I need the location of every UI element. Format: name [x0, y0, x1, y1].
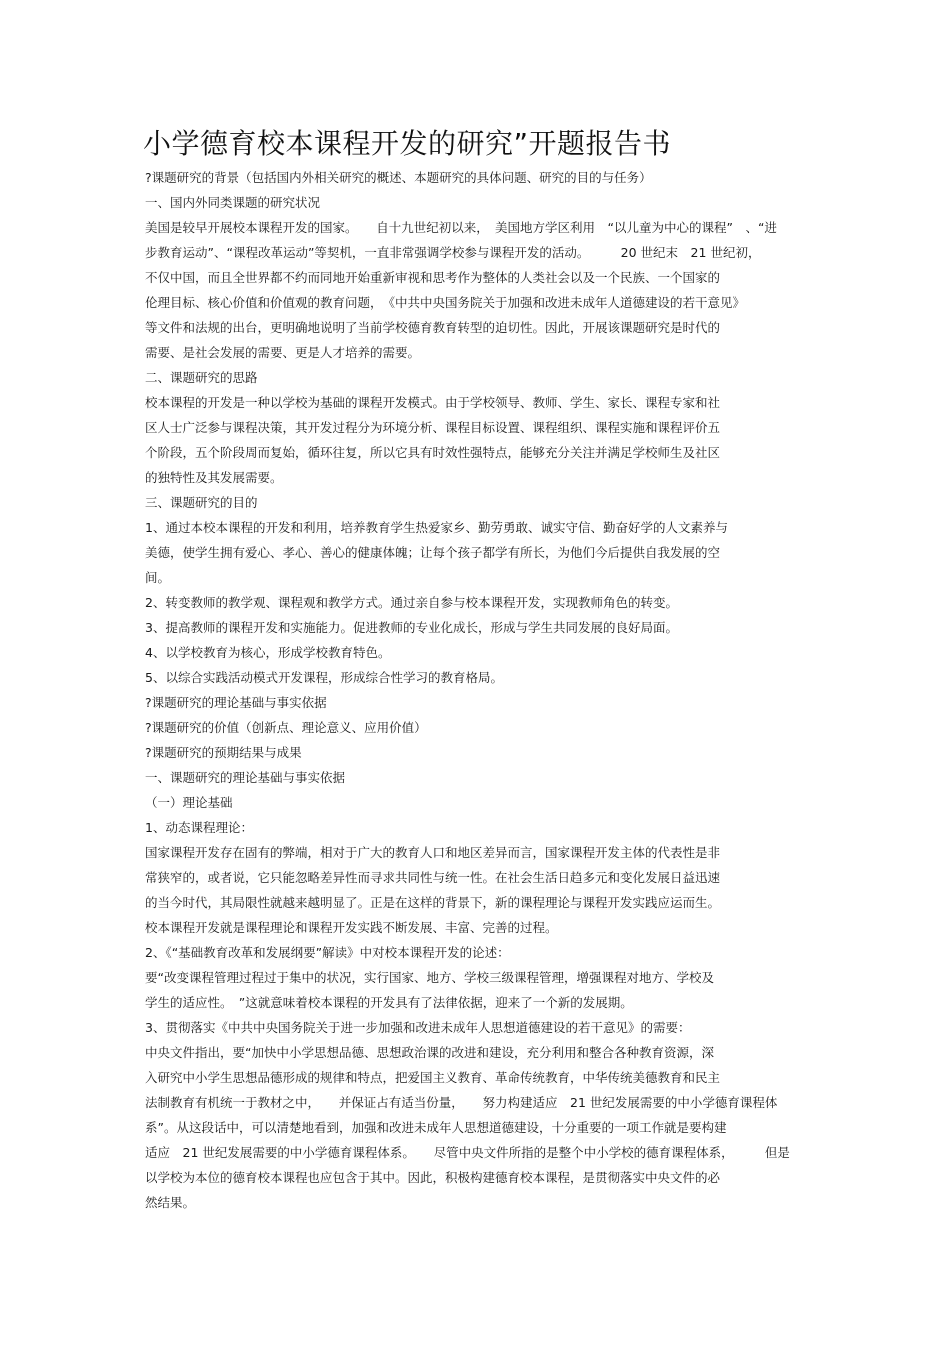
- text-line: 5、以综合实践活动模式开发课程，形成综合性学习的教育格局。: [145, 670, 503, 685]
- text-line: 三、课题研究的目的: [145, 495, 258, 510]
- text-line: 不仅中国，而且全世界都不约而同地开始重新审视和思考作为整体的人类社会以及一个民族、一个国家的: [145, 270, 721, 285]
- text-line: ?课题研究的背景（包括国内外相关研究的概述、本题研究的具体问题、研究的目的与任务）: [145, 170, 652, 185]
- text-line: 二、课题研究的思路: [145, 370, 258, 385]
- text-line: 3、提高教师的课程开发和实施能力。促进教师的专业化成长，形成与学生共同发展的良好局面。: [145, 620, 678, 635]
- text-line: 校本课程的开发是一种以学校为基础的课程开发模式。由于学校领导、教师、学生、家长、课程专家和社: [145, 395, 721, 410]
- text-line: 入研究中小学生思想品德形成的规律和特点，把爱国主义教育、革命传统教育，中华传统美德教育和民主: [145, 1070, 721, 1085]
- text-line: 区人士广泛参与课程决策，其开发过程分为环境分析、课程目标设置、课程组织、课程实施和课程评价五: [145, 420, 721, 435]
- text-line: 步教育运动”、“课程改革运动”等契机，一直非常强调学校参与课程开发的活动。 20 世纪末 21 世纪初，: [145, 245, 761, 260]
- text-line: ?课题研究的价值（创新点、理论意义、应用价值）: [145, 720, 427, 735]
- text-line: 的当今时代，其局限性就越来越明显了。正是在这样的背景下，新的课程理论与课程开发实践应运而生。: [145, 895, 721, 910]
- text-line: 国家课程开发存在固有的弊端，相对于广大的教育人口和地区差异而言，国家课程开发主体的代表性是非: [145, 845, 721, 860]
- text-line: 个阶段，五个阶段周而复始，循环往复，所以它具有时效性强特点，能够充分关注并满足学校师生及社区: [145, 445, 721, 460]
- text-line: 2、转变教师的教学观、课程观和教学方式。通过亲自参与校本课程开发，实现教师角色的转变。: [145, 595, 678, 610]
- text-line: 需要、是社会发展的需要、更是人才培养的需要。: [145, 345, 421, 360]
- text-line: ?课题研究的预期结果与成果: [145, 745, 302, 760]
- text-line: 3、贯彻落实《中共中央国务院关于进一步加强和改进未成年人思想道德建设的若干意见》的需要：: [145, 1020, 691, 1035]
- text-line: 以学校为本位的德育校本课程也应包含于其中。因此，积极构建德育校本课程，是贯彻落实中央文件的必: [145, 1170, 721, 1185]
- text-line: 要“改变课程管理过程过于集中的状况，实行国家、地方、学校三级课程管理，增强课程对地方、学校及: [145, 970, 714, 985]
- text-line: 学生的适应性。 ”这就意味着校本课程的开发具有了法律依据，迎来了一个新的发展期。: [145, 995, 633, 1010]
- text-line: 1、动态课程理论：: [145, 820, 253, 835]
- text-line: 中央文件指出，要“加快中小学思想品德、思想政治课的改进和建设，充分利用和整合各种教育资源，深: [145, 1045, 714, 1060]
- text-line: 4、以学校教育为核心，形成学校教育特色。: [145, 645, 391, 660]
- text-line: 常狭窄的，或者说，它只能忽略差异性而寻求共同性与统一性。在社会生活日趋多元和变化发展日益迅速: [145, 870, 721, 885]
- text-line: ?课题研究的理论基础与事实依据: [145, 695, 327, 710]
- text-line: 法制教育有机统一于教材之中， 并保证占有适当份量， 努力构建适应 21 世纪发展需要的中小学德育课程体: [145, 1095, 778, 1110]
- text-line: 美德，使学生拥有爱心、孝心、善心的健康体魄；让每个孩子都学有所长，为他们今后提供自我发展的空: [145, 545, 721, 560]
- text-line: 美国是较早开展校本课程开发的国家。 自十九世纪初以来， 美国地方学区利用 “以儿童为中心的课程” 、“进: [145, 220, 777, 235]
- text-line: 1、通过本校本课程的开发和利用，培养教育学生热爱家乡、勤劳勇敢、诚实守信、勤奋好学的人文素养与: [145, 520, 728, 535]
- text-line: 适应 21 世纪发展需要的中小学德育课程体系。 尽管中央文件所指的是整个中小学校的德育课程体系， 但是: [145, 1145, 790, 1160]
- text-line: 然结果。: [145, 1195, 196, 1210]
- text-line: 系”。从这段话中，可以清楚地看到，加强和改进未成年人思想道德建设，十分重要的一项工作就是要构建: [145, 1120, 727, 1135]
- text-line: 一、国内外同类课题的研究状况: [145, 195, 321, 210]
- text-line: 的独特性及其发展需要。: [145, 470, 283, 485]
- text-line: 一、课题研究的理论基础与事实依据: [145, 770, 346, 785]
- text-line: 间。: [145, 570, 171, 585]
- text-line: 等文件和法规的出台，更明确地说明了当前学校德育教育转型的迫切性。因此，开展该课题研究是时代的: [145, 320, 721, 335]
- text-line: 伦理目标、核心价值和价值观的教育问题， 《中共中央国务院关于加强和改进未成年人道德建设的若干意见》: [145, 295, 746, 310]
- document-title: 小学德育校本课程开发的研究”开题报告书: [143, 127, 672, 160]
- text-line: （一）理论基础: [145, 795, 233, 810]
- text-line: 2、《“基础教育改革和发展纲要”解读》中对校本课程开发的论述：: [145, 945, 510, 960]
- text-line: 校本课程开发就是课程理论和课程开发实践不断发展、丰富、完善的过程。: [145, 920, 558, 935]
